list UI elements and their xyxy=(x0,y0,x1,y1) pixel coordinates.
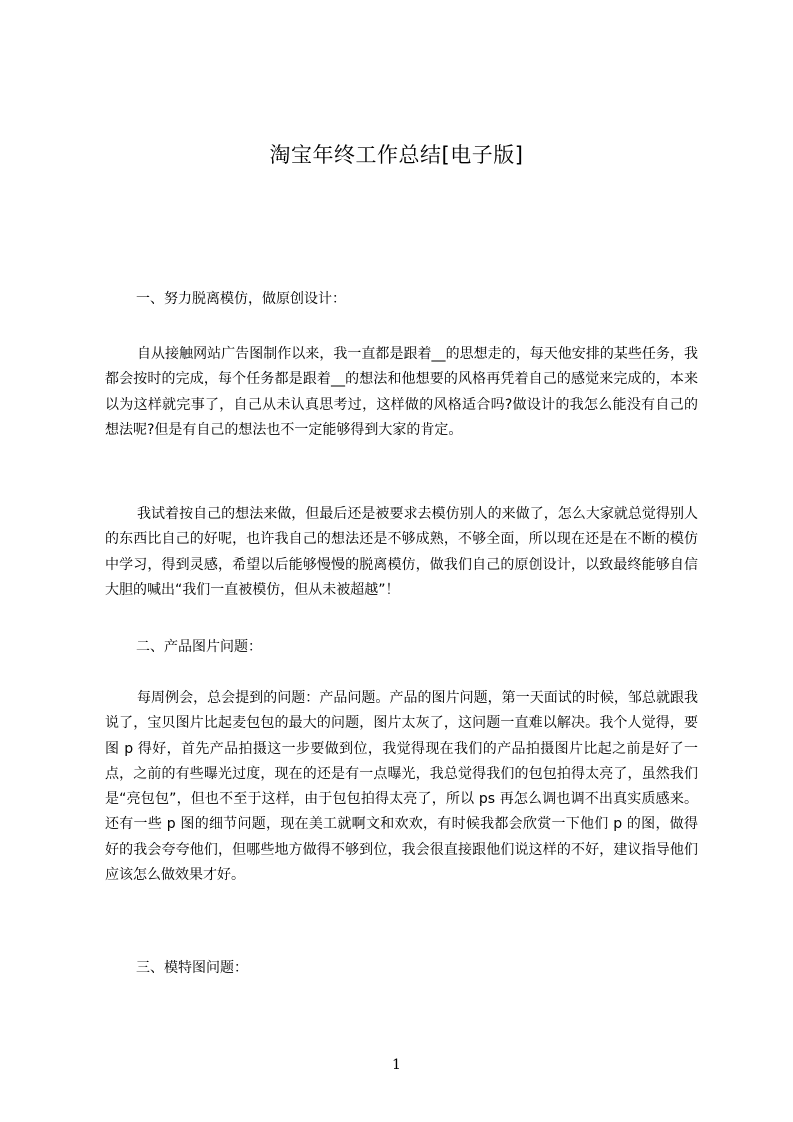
section-heading-3: 三、模特图问题： xyxy=(136,960,248,976)
paragraph-1: 自从接触网站广告图制作以来，我一直都是跟着__的思想走的，每天他安排的某些任务，我都会按时的完成，每个任务都是跟着__的想法和他想要的风格再凭着自己的感觉来完成的，本来以为这样就完事了，自己从未认真思考过，这样做的风格适合吗?做设计的我怎么能没有自己的想法呢?但是有自己的想法也不一定能够得到大家的肯定。 xyxy=(105,346,698,438)
paragraph-3: 每周例会，总会提到的问题：产品问题。产品的图片问题，第一天面试的时候，邹总就跟我说了，宝贝图片比起麦包包的最大的问题，图片太灰了，这问题一直难以解决。我个人觉得，要图 p 得好，首先产品拍摄这一步要做到位，我觉得现在我们的产品拍摄图片比起之前是好了一点，之前的有些曝光过度，现在的还是有一点曝光，我总觉得我们的包包拍得太亮了，虽然我们是“亮包包”，但也不至于这样，由于包包拍得太亮了，所以 ps 再怎么调也调不出真实质感来。还有一些 p 图的细节问题，现在美工就啊文和欢欢，有时候我都会欣赏一下他们 p 的图，做得好的我会夸夸他们，但哪些地方做得不够到位，我会很直接跟他们说这样的不好，建议指导他们应该怎么做效果才好。 xyxy=(105,690,698,884)
page-number: 1 xyxy=(392,1057,401,1073)
document-title: 淘宝年终工作总结[电子版] xyxy=(269,143,524,167)
section-heading-2: 二、产品图片问题： xyxy=(136,639,262,655)
paragraph-2: 我试着按自己的想法来做，但最后还是被要求去模仿别人的来做了，怎么大家就总觉得别人的东西比自己的好呢，也许我自己的想法还是不够成熟，不够全面，所以现在还是在不断的模仿中学习，得到灵感，希望以后能够慢慢的脱离模仿，做我们自己的原创设计，以致最终能够自信大胆的喊出“我们一直被模仿，但从未被超越”！ xyxy=(105,506,698,598)
section-heading-1: 一、努力脱离模仿，做原创设计： xyxy=(136,291,346,307)
